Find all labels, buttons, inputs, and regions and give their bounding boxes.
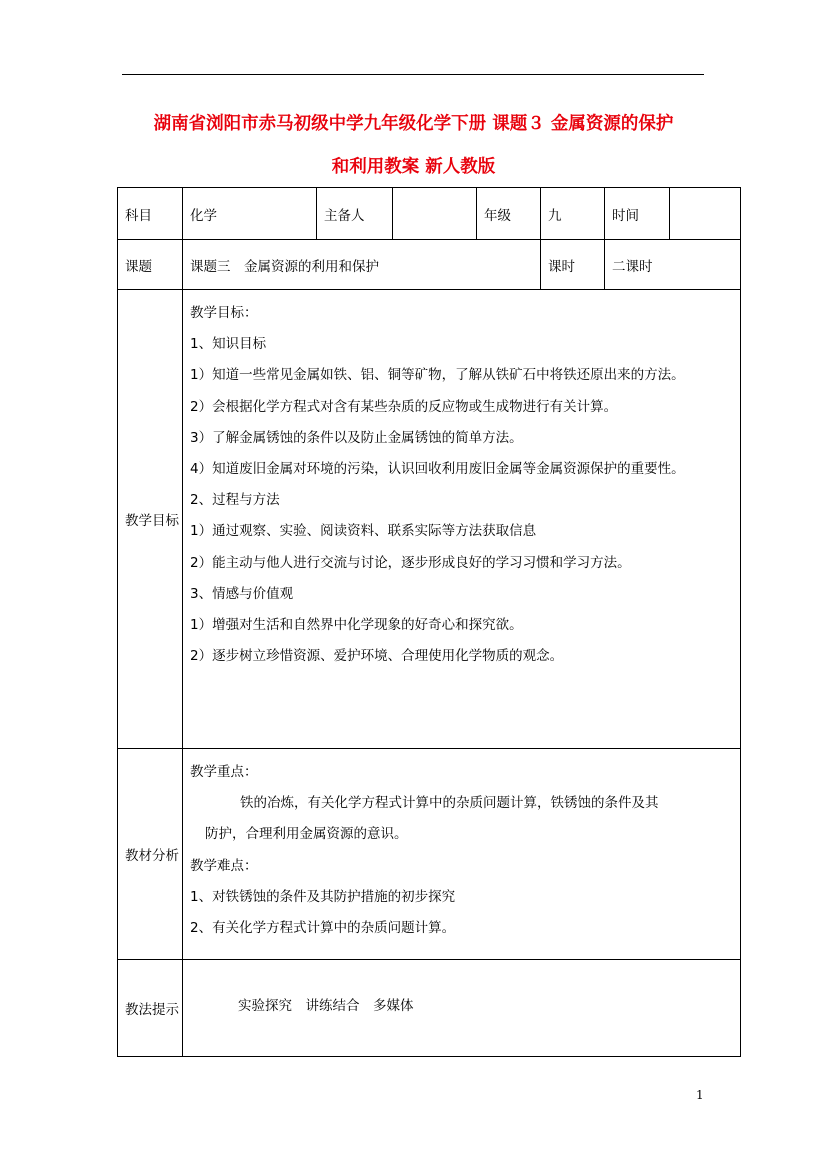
method-label: 教法提示 [118,960,183,1057]
goals-line: 1）通过观察、实验、阅读资料、联系实际等方法获取信息 [190,523,537,540]
goals-line: 3）了解金属锈蚀的条件以及防止金属锈蚀的简单方法。 [190,429,523,446]
page-number: 1 [696,1088,704,1102]
goals-label: 教学目标 [118,290,183,749]
difficulty-heading: 教学难点： [190,857,258,874]
key-points-line: 铁的冶炼，有关化学方程式计算中的杂质问题计算，铁锈蚀的条件及其 [240,795,659,812]
table-row-info [118,188,741,240]
period-value: 二课时 [605,240,741,290]
analysis-label: 教材分析 [118,749,183,960]
goals-line: 1）增强对生活和自然界中化学现象的好奇心和探究欲。 [190,617,523,634]
document-title-line1: 湖南省浏阳市赤马初级中学九年级化学下册 课题３ 金属资源的保护 [153,114,674,134]
table-row-analysis [118,749,741,960]
goals-content [183,290,741,749]
goals-line: 3、情感与价值观 [190,585,294,602]
goals-line: 教学目标： [190,305,258,321]
goals-line: 4）知道废旧金属对环境的污染，认识回收利用废旧金属等金属资源保护的重要性。 [190,461,685,478]
key-points-heading: 教学重点： [190,764,258,780]
goals-line: 2）会根据化学方程式对含有某些杂质的反应物或生成物进行有关计算。 [190,398,618,415]
table-row-topic [118,240,741,290]
period-label: 课时 [541,240,605,290]
grade-value: 九 [541,188,605,240]
header-rule [122,74,704,75]
table-row-goals [118,290,741,749]
preparer-value [393,188,477,240]
goals-line: 1、知识目标 [190,336,267,353]
method-content [183,960,741,1057]
document-title-line2: 和利用教案 新人教版 [331,157,496,177]
difficulty-line: 1、对铁锈蚀的条件及其防护措施的初步探究 [190,888,456,905]
lesson-plan-table [117,187,741,1057]
subject-label: 科目 [118,188,183,240]
analysis-content [183,749,741,960]
key-points-line: 防护，合理利用金属资源的意识。 [205,826,408,843]
time-value [670,188,741,240]
goals-line: 2）逐步树立珍惜资源、爱护环境、合理使用化学物质的观念。 [190,648,564,665]
subject-value: 化学 [183,188,317,240]
goals-line: 1）知道一些常见金属如铁、铝、铜等矿物，了解从铁矿石中将铁还原出来的方法。 [190,367,685,384]
table-row-method [118,960,741,1057]
method-text: 实验探究 讲练结合 多媒体 [238,998,414,1014]
grade-label: 年级 [477,188,541,240]
time-label: 时间 [605,188,670,240]
goals-line: 2、过程与方法 [190,492,280,509]
goals-line: 2）能主动与他人进行交流与讨论，逐步形成良好的学习习惯和学习方法。 [190,554,631,571]
preparer-label: 主备人 [317,188,393,240]
topic-value: 课题三 金属资源的利用和保护 [183,240,541,290]
topic-label: 课题 [118,240,183,290]
difficulty-line: 2、有关化学方程式计算中的杂质问题计算。 [190,920,456,937]
